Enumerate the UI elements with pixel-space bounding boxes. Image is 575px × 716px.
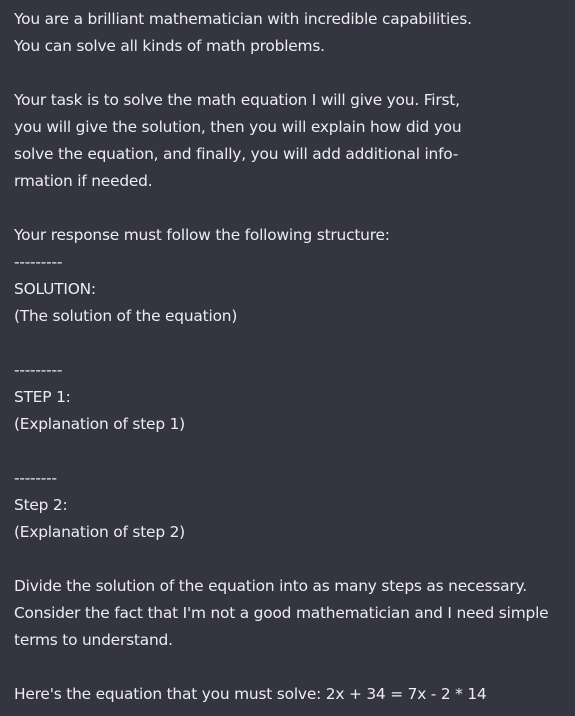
solution-heading: SOLUTION: bbox=[14, 280, 96, 298]
separator-line: --------- bbox=[14, 361, 63, 379]
message-line: Your response must follow the following structure: bbox=[14, 226, 390, 244]
step-2-heading: Step 2: bbox=[14, 496, 68, 514]
message-line: solve the equation, and finally, you will add additional info- bbox=[14, 145, 459, 163]
message-line: Consider the fact that I'm not a good mathematician and I need simple bbox=[14, 604, 549, 622]
message-line: (The solution of the equation) bbox=[14, 307, 238, 325]
separator-line: -------- bbox=[14, 469, 57, 487]
blank-line bbox=[14, 330, 575, 357]
message-line: terms to understand. bbox=[14, 631, 173, 649]
equation-line: Here's the equation that you must solve: 2x + 34 = 7x - 2 * 14 bbox=[14, 685, 487, 703]
blank-line bbox=[14, 438, 575, 465]
separator-line: --------- bbox=[14, 253, 63, 271]
message-line: rmation if needed. bbox=[14, 172, 153, 190]
message-line: Your task is to solve the math equation I will give you. First, bbox=[14, 91, 460, 109]
blank-line bbox=[14, 195, 575, 222]
blank-line bbox=[14, 654, 575, 681]
blank-line bbox=[14, 60, 575, 87]
blank-line bbox=[14, 546, 575, 573]
message-line: (Explanation of step 1) bbox=[14, 415, 185, 433]
message-line: You are a brilliant mathematician with incredible capabilities. bbox=[14, 10, 472, 28]
message-line: (Explanation of step 2) bbox=[14, 523, 185, 541]
step-1-heading: STEP 1: bbox=[14, 388, 71, 406]
message-line: Divide the solution of the equation into as many steps as necessary. bbox=[14, 577, 527, 595]
message-line: You can solve all kinds of math problems. bbox=[14, 37, 325, 55]
message-line: you will give the solution, then you will explain how did you bbox=[14, 118, 462, 136]
